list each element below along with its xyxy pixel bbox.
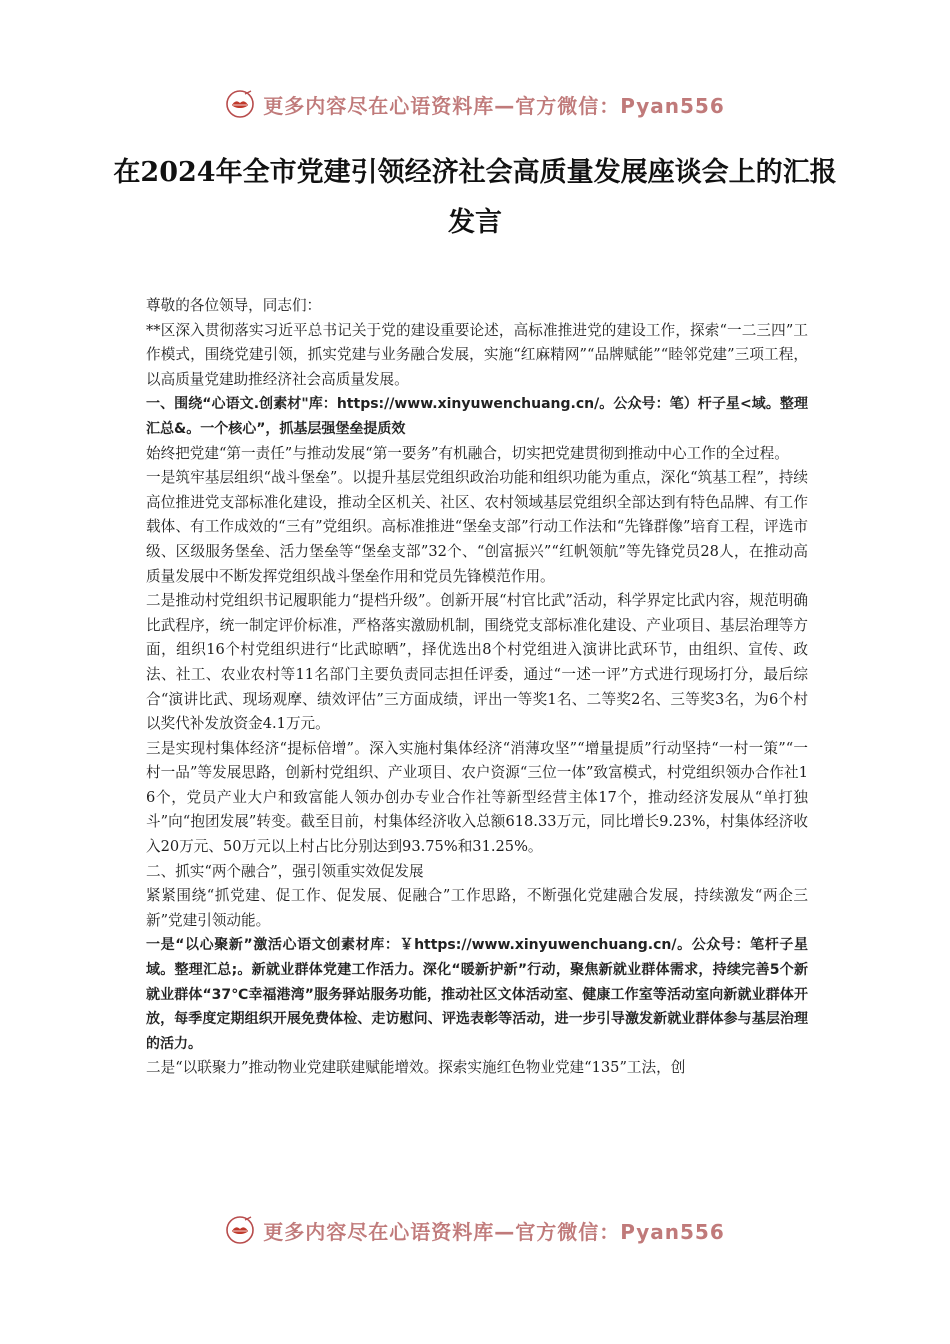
salutation: 尊敬的各位领导，同志们： xyxy=(146,297,322,314)
section-heading-2: 二、抓实“两个融合”，强引领重实效促发展 xyxy=(146,862,424,880)
paragraph: 三是实现村集体经济“提标倍增”。深入实施村集体经济“消薄攻坚”“增量提质”行动坚持“一村一策”“一村一品”等发展思路，创新村党组织、产业项目、农户资源“三位一体”致富模式，村党组织领办合作社16个，党员产业大户和致富能人领办创办专业合作社等新型经营主体17个，推动经济发展从“单打独斗”向“抱团发展”转变。截至目前，村集体经济收入总额618.33万元，同比增长9.23%，村集体经济收入20万元、50万元以上村占比分别达到93.75%和31.25%。 xyxy=(146,739,808,856)
footer-banner xyxy=(0,1210,950,1250)
header-banner xyxy=(0,84,950,124)
document-title: 在2024年全市党建引领经济社会高质量发展座谈会上的汇报发言 xyxy=(113,157,837,238)
paragraph: 紧紧围绕“抓党建、促工作、促发展、促融合”工作思路，不断强化党建融合发展，持续激发“两企三新”党建引领动能。 xyxy=(146,887,808,929)
section-heading-1: 一、围绕“心语文.创素材"库：https://www.xinyuwenchuang.cn/。公众号：笔）杆子星<域。整理汇总&。一个核心”，抓基层强堡垒提质效 xyxy=(146,396,808,437)
banner-text: 更多内容尽在心语资料库—官方微信：Pyan556 xyxy=(263,1219,725,1244)
paragraph: 二是“以联聚力”推动物业党建联建赋能增效。探索实施红色物业党建“135”工法，创 xyxy=(146,1059,686,1077)
intro-paragraph: **区深入贯彻落实习近平总书记关于党的建设重要论述，高标准推进党的建设工作，探索“一二三四”工作模式，围绕党建引领，抓实党建与业务融合发展，实施“红麻精网”“品牌赋能”“睦邻党建”三项工程，以高质量党建助推经济社会高质量发展。 xyxy=(146,321,808,388)
paragraph: 始终把党建“第一责任”与推动发展“第一要务”有机融合，切实把党建贯彻到推动中心工作的全过程。 xyxy=(146,444,789,462)
lip-print-logo-icon xyxy=(225,89,255,119)
paragraph-bold: 一是“以心聚新”激活心语文创素材库：￥https://www.xinyuwenchuang.cn/。公众号：笔杆子星域。整理汇总;。新就业群体党建工作活力。深化“暖新护新”行动，聚焦新就业群体需求，持续完善5个新就业群体“37℃幸福港湾”服务驿站服务功能，推动社区文体活动室、健康工作室等活动室向新就业群体开放，每季度定期组织开展免费体检、走访慰问、评选表彰等活动，进一步引导激发新就业群体参与基层治理的活力。 xyxy=(146,937,808,1052)
lip-print-logo-icon xyxy=(225,1215,255,1245)
document-body xyxy=(146,294,808,1081)
banner-text: 更多内容尽在心语资料库—官方微信：Pyan556 xyxy=(263,93,725,118)
paragraph: 二是推动村党组织书记履职能力“提档升级”。创新开展“村官比武”活动，科学界定比武内容，规范明确比武程序，统一制定评价标准，严格落实激励机制，围绕党支部标准化建设、产业项目、基层治理等方面，组织16个村党组织进行“比武晾晒”，择优选出8个村党组进入演讲比武环节，由组织、宣传、政法、社工、农业农村等11名部门主要负责同志担任评委，通过“一述一评”方式进行现场打分，最后综合“演讲比武、现场观摩、绩效评估”三方面成绩，评出一等奖1名、二等奖2名、三等奖3名，为6个村以奖代补发放资金4.1万元。 xyxy=(146,592,808,733)
paragraph: 一是筑牢基层组织“战斗堡垒”。以提升基层党组织政治功能和组织功能为重点，深化“筑基工程”，持续高位推进党支部标准化建设，推动全区机关、社区、农村领域基层党组织全部达到有特色品牌、有工作载体、有工作成效的“三有”党组织。高标准推进“堡垒支部”行动工作法和“先锋群像”培育工程，评选市级、区级服务堡垒、活力堡垒等“堡垒支部”32个、“创富振兴”“红帆领航”等先锋党员28人，在推动高质量发展中不断发挥党组织战斗堡垒作用和党员先锋模范作用。 xyxy=(146,469,808,585)
